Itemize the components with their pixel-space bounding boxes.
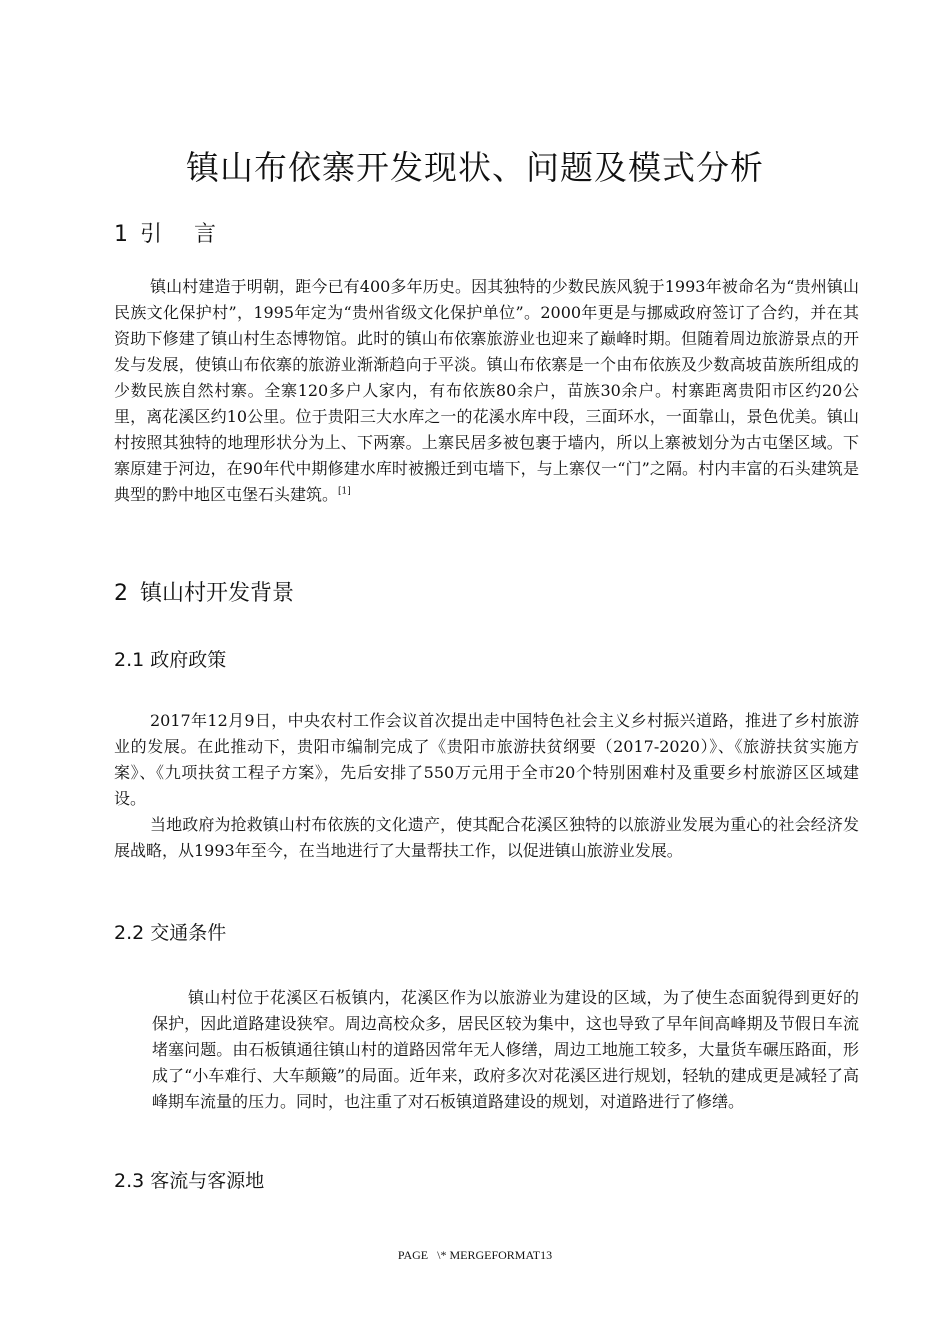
page-footer: PAGE \* MERGEFORMAT13 — [397, 1248, 553, 1262]
section-1-paragraph-text: 镇山村建造于明朝，距今已有400多年历史。因其独特的少数民族风貌于1993年被命名为“贵州镇山民族文化保护村”，1995年定为“贵州省级文化保护单位”。2000年更是与挪威政府签订了合约，并在其资助下修建了镇山村生态博物馆。此时的镇山布依寨旅游业也迎来了巅峰时期。但随着周边旅游景点的开发与发展，使镇山布依寨的旅游业渐渐趋向于平淡。镇山布依寨是一个由布依族及少数高坡苗族所组成的少数民族自然村寨。全寨120多户人家内，有布依族80余户，苗族30余户。村寨距离贵阳市区约20公里，离花溪区约10公里。位于贵阳三大水库之一的花溪水库中段，三面环水，一面靠山，景色优美。镇山村按照其独特的地理形状分为上、下两寨。上寨民居多被包裹于墙内，所以上寨被划分为古屯堡区域。下寨原建于河边，在90年代中期修建水库时被搬迁到屯墙下，与上寨仅一“门”之隔。村内丰富的石头建筑是典型的黔中地区屯堡石头建筑。 — [114, 277, 859, 504]
section-1-number: 1 — [114, 222, 128, 247]
section-1-title: 引言 — [140, 222, 249, 247]
section-2-1-heading: 2.1 政府政策 — [114, 649, 227, 671]
document-title: 镇山布依寨开发现状、问题及模式分析 — [186, 148, 764, 187]
section-2-heading — [114, 579, 294, 609]
citation-reference: [1] — [338, 486, 351, 497]
section-2-2-heading: 2.2 交通条件 — [114, 922, 227, 944]
section-2-1-paragraph-1: 2017年12月9日，中央农村工作会议首次提出走中国特色社会主义乡村振兴道路，推进了乡村旅游业的发展。在此推动下，贵阳市编制完成了《贵阳市旅游扶贫纲要（2017-2020）》、《旅游扶贫实施方案》、《九项扶贫工程子方案》，先后安排了550万元用于全市20个特别困难村及重要乡村旅游区区域建设。 — [114, 711, 859, 808]
section-1-paragraph — [114, 274, 859, 508]
section-2-number: 2 — [114, 581, 128, 606]
section-2-2-paragraph: 镇山村位于花溪区石板镇内，花溪区作为以旅游业为建设的区域，为了使生态面貌得到更好的保护，因此道路建设狭窄。周边高校众多，居民区较为集中，这也导致了早年间高峰期及节假日车流堵塞问题。由石板镇通往镇山村的道路因常年无人修缮，周边工地施工较多，大量货车碾压路面，形成了“小车难行、大车颠簸”的局面。近年来，政府多次对花溪区进行规划，轻轨的建成更是减轻了高峰期车流量的压力。同时，也注重了对石板镇道路建设的规划，对道路进行了修缮。 — [152, 988, 859, 1111]
section-1-heading — [114, 220, 248, 250]
section-2-title: 镇山村开发背景 — [140, 581, 295, 606]
section-2-1-paragraph-2: 当地政府为抢救镇山村布依族的文化遗产，使其配合花溪区独特的以旅游业发展为重心的社会经济发展战略，从1993年至今，在当地进行了大量帮扶工作，以促进镇山旅游业发展。 — [114, 815, 859, 860]
section-2-3-heading: 2.3 客流与客源地 — [114, 1170, 265, 1192]
